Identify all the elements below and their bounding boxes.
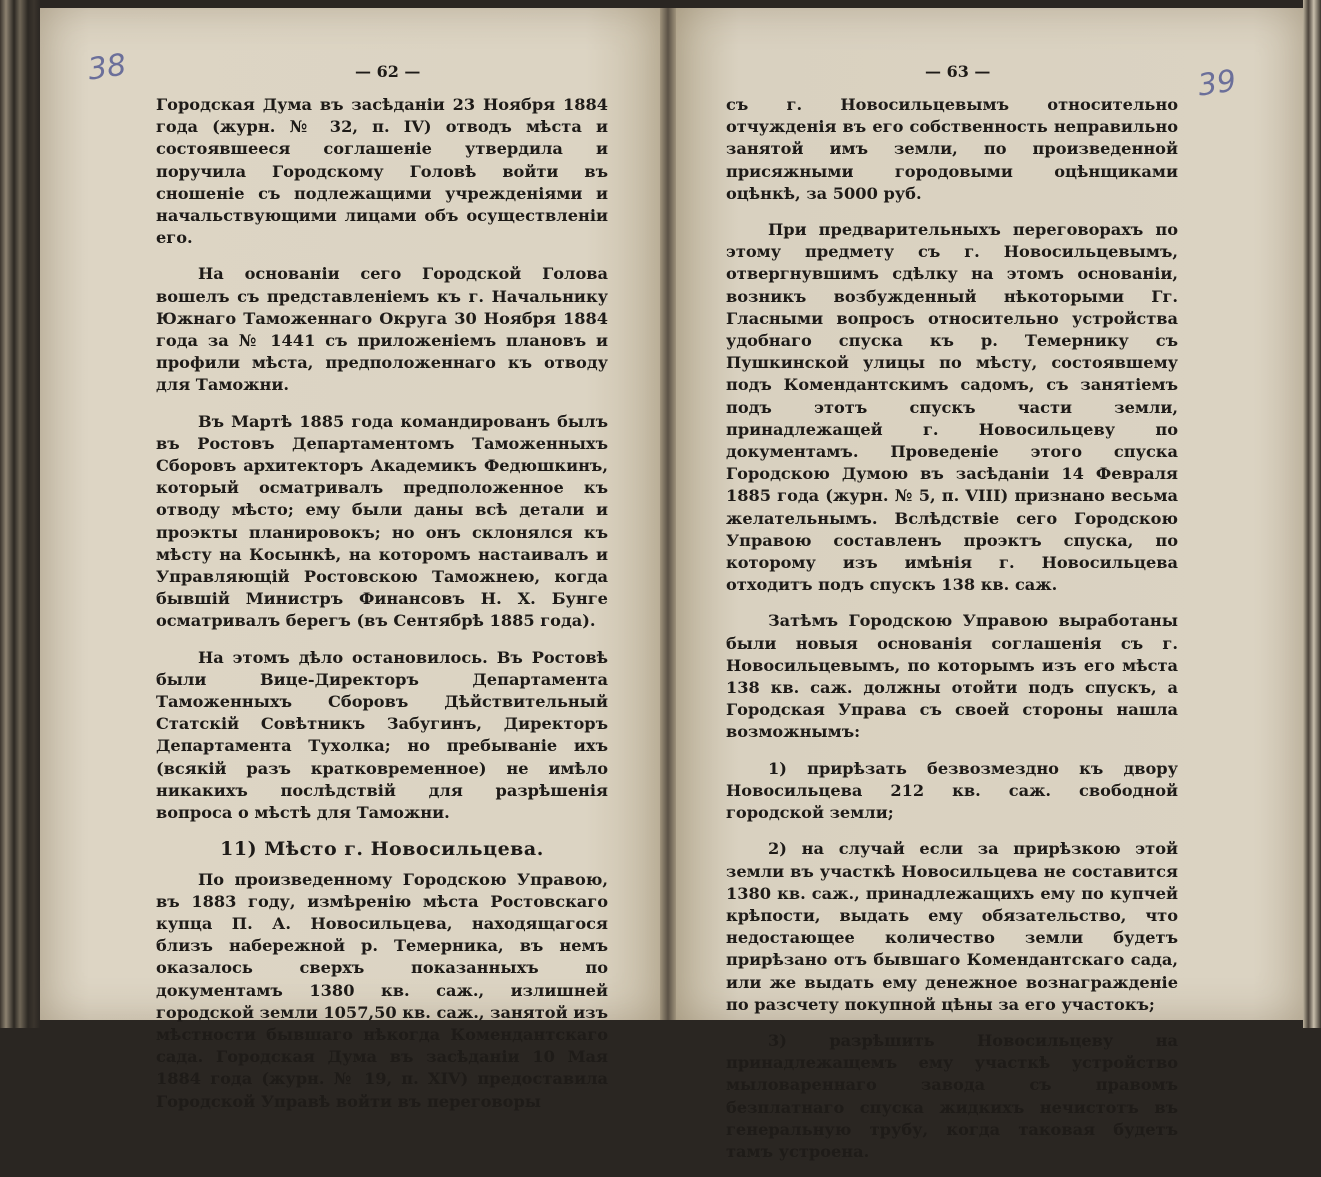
paragraph: По произведенному Городскою Управою, въ 1883 году, измѣренію мѣста Ростовскаго купца П. А. Новосильцева, находящагося близъ набережной р. Темерника, въ немъ оказалось сверхъ показанныхъ по документамъ 1380 кв. саж., излишней городской земли 1057,50 кв. саж., занятой изъ мѣстности бывшаго нѣкогда Комендантскаго сада. Городская Дума въ засѣданіи 10 Мая 1884 года (журн. № 19, п. XIV) предоставила Городской Управѣ войти въ переговоры (156, 869, 608, 1111)
paragraph: Городская Дума въ засѣданіи 23 Ноября 1884 года (журн. № 32, п. IV) отводъ мѣста и состоявшееся соглашеніе утвердила и поручила Городскому Головѣ войти въ сношеніе съ подлежащими учрежденіями и начальствующими лицами объ осуществленіи его. (156, 95, 608, 248)
paragraph: При предварительныхъ переговорахъ по этому предмету съ г. Новосильцевымъ, отвергнувшимъ сдѣлку на этомъ основаніи, возникъ возбужденный нѣкоторыми Гг. Гласными вопросъ относительно устройства удобнаго спуска къ р. Темернику съ Пушкинской улицы по мѣсту, состоявшему подъ Комендантскимъ садомъ, съ занятіемъ подъ этотъ спускъ части земли, принадлежащей г. Новосильцеву по документамъ. Проведеніе этого спуска Городскою Думою въ засѣданіи 14 Февраля 1885 года (журн. № 5, п. VIII) признано весьма желательнымъ. Вслѣдствіе сего Городскою Управою составленъ проэктъ спуска, по которому изъ имѣнія г. Новосильцева отходитъ подъ спускъ 138 кв. саж. (726, 220, 1178, 595)
book-gutter (660, 8, 676, 1020)
list-item: 3) разрѣшить Новосильцеву на принадлежащемъ ему участкѣ устройство мыловареннаго завода съ правомъ безплатнаго спуска жидкихъ нечистотъ въ генеральную трубу, когда таковая будетъ тамъ устроена. (726, 1030, 1178, 1161)
section-heading: 11) Мѣсто г. Новосильцева. (220, 838, 544, 861)
paragraph: Затѣмъ Городскою Управою выработаны были новыя основанія соглашенія съ г. Новосильцевымъ, по которымъ изъ его мѣста 138 кв. саж. должны отойти подъ спускъ, а Городская Управа съ своей стороны нашла возможнымъ: (726, 611, 1178, 742)
left-page-number: — 62 — (355, 62, 421, 81)
paragraph: На основаніи сего Городской Голова вошелъ съ представленіемъ къ г. Начальнику Южнаго Таможеннаго Округа 30 Ноября 1884 года за № 1441 съ приложеніемъ плановъ и профили мѣста, предположеннаго къ отводу для Таможни. (156, 264, 608, 395)
right-page-text (726, 94, 1178, 1177)
page-edge (1303, 0, 1321, 1028)
paragraph: На этомъ дѣло остановилось. Въ Ростовѣ были Вице-Директоръ Департамента Таможенныхъ Сборовъ Дѣйствительный Статскій Совѣтникъ Забугинъ, Директоръ Департамента Тухолка; но пребываніе ихъ (всякій разъ кратковременное) не имѣло никакихъ послѣдствій для разрѣшенія вопроса о мѣстѣ для Таможни. (156, 647, 608, 823)
left-margin-note: 38 (85, 47, 129, 88)
left-page-text (156, 94, 608, 1127)
list-item: 1) прирѣзать безвозмездно къ двору Новосильцева 212 кв. саж. свободной городской земли; (726, 758, 1178, 823)
paragraph: съ г. Новосильцевымъ относительно отчужденія въ его собственность неправильно занятой имъ земли, по произведенной присяжными городовыми оцѣнщиками оцѣнкѣ, за 5000 руб. (726, 95, 1178, 203)
right-margin-note: 39 (1195, 63, 1239, 104)
paragraph: Въ Мартѣ 1885 года командированъ былъ въ Ростовъ Департаментомъ Таможенныхъ Сборовъ архитекторъ Академикъ Федюшкинъ, который осматривалъ предположенное къ отводу мѣсто; ему были даны всѣ детали и проэкты планировокъ; но онъ склонялся къ мѣсту на Косынкѣ, на которомъ настаивалъ и Управляющій Ростовскою Таможнею, когда бывшій Министръ Финансовъ Н. Х. Бунге осматривалъ берегъ (въ Сентябрѣ 1885 года). (156, 411, 608, 631)
right-page-number: — 63 — (925, 62, 991, 81)
list-item: 2) на случай если за прирѣзкою этой земли въ участкѣ Новосильцева не составится 1380 кв. саж., принадлежащихъ ему по купчей крѣпости, выдать ему обязательство, что недостающее количество земли будетъ прирѣзано отъ бывшаго Комендантскаго сада, или же выдать ему денежное вознагражденіе по разсчету покупной цѣны за его участокъ; (726, 839, 1178, 1014)
